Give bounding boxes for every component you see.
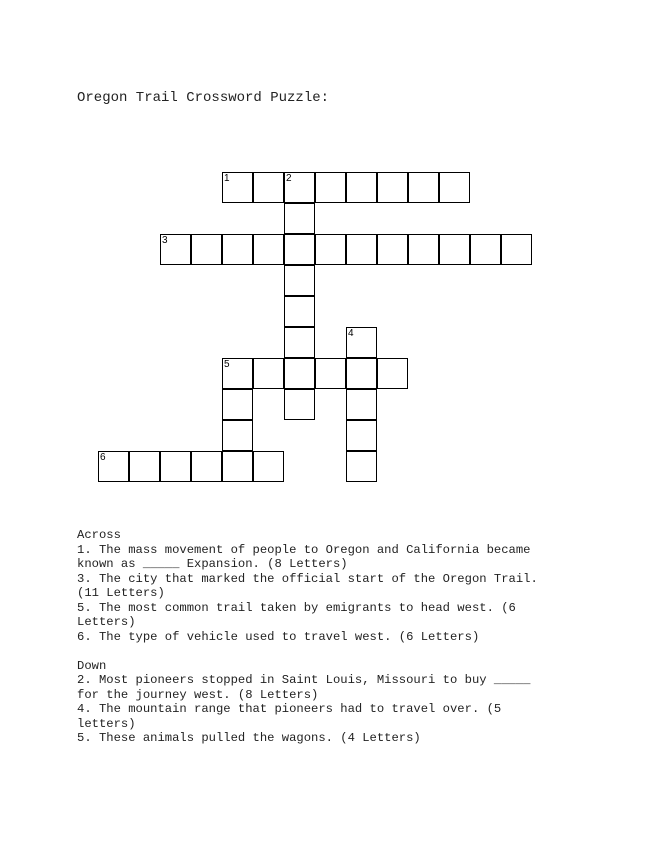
across-clue-line: 3. The city that marked the official start of the Oregon Trail. — [77, 571, 538, 586]
across-clue-line: Letters) — [77, 615, 136, 629]
down-heading: Down — [77, 658, 107, 673]
crossword-cell[interactable] — [377, 172, 408, 203]
crossword-cell[interactable] — [160, 234, 191, 265]
crossword-cell[interactable] — [284, 327, 315, 358]
across-clue-line: 5. The most common trail taken by emigrants to head west. (6 — [77, 600, 516, 615]
crossword-cell[interactable] — [284, 172, 315, 203]
clues-section — [77, 528, 577, 746]
crossword-cell[interactable] — [284, 203, 315, 234]
crossword-cell[interactable] — [377, 358, 408, 389]
crossword-cell[interactable] — [315, 358, 346, 389]
down-clue-line: 2. Most pioneers stopped in Saint Louis, Missouri to buy _____ — [77, 673, 531, 687]
down-clue-line: for the journey west. (8 Letters) — [77, 687, 319, 702]
crossword-cell[interactable] — [315, 234, 346, 265]
crossword-cell[interactable] — [346, 451, 377, 482]
crossword-cell[interactable] — [253, 172, 284, 203]
crossword-cell[interactable] — [346, 172, 377, 203]
clue-number: 3 — [162, 235, 168, 246]
crossword-cell[interactable] — [284, 234, 315, 265]
crossword-cell[interactable] — [160, 451, 191, 482]
crossword-cell[interactable] — [222, 358, 253, 389]
crossword-cell[interactable] — [284, 389, 315, 420]
crossword-cell[interactable] — [222, 451, 253, 482]
crossword-cell[interactable] — [315, 172, 346, 203]
crossword-cell[interactable] — [501, 234, 532, 265]
across-heading: Across — [77, 528, 121, 542]
crossword-cell[interactable] — [346, 327, 377, 358]
across-clue-line: 6. The type of vehicle used to travel west. (6 Letters) — [77, 629, 480, 644]
crossword-cell[interactable] — [284, 296, 315, 327]
crossword-cell[interactable] — [222, 420, 253, 451]
crossword-cell[interactable] — [191, 234, 222, 265]
clue-number: 1 — [224, 173, 230, 184]
clue-number: 6 — [100, 452, 106, 463]
crossword-cell[interactable] — [222, 172, 253, 203]
down-clues — [77, 673, 577, 746]
crossword-cell[interactable] — [470, 234, 501, 265]
crossword-cell[interactable] — [222, 234, 253, 265]
crossword-cell[interactable] — [129, 451, 160, 482]
crossword-cell[interactable] — [346, 234, 377, 265]
crossword-cell[interactable] — [439, 234, 470, 265]
crossword-cell[interactable] — [284, 265, 315, 296]
crossword-cell[interactable] — [284, 358, 315, 389]
crossword-cell[interactable] — [222, 389, 253, 420]
crossword-cell[interactable] — [346, 420, 377, 451]
across-clue-line: 1. The mass movement of people to Oregon and California became — [77, 542, 531, 557]
crossword-cell[interactable] — [408, 172, 439, 203]
crossword-cell[interactable] — [253, 451, 284, 482]
crossword-cell[interactable] — [191, 451, 222, 482]
crossword-cell[interactable] — [253, 234, 284, 265]
crossword-cell[interactable] — [253, 358, 284, 389]
crossword-cell[interactable] — [346, 358, 377, 389]
clue-number: 2 — [286, 173, 292, 184]
crossword-cell[interactable] — [98, 451, 129, 482]
crossword-cell[interactable] — [377, 234, 408, 265]
down-clue-line: letters) — [77, 716, 136, 731]
crossword-cell[interactable] — [439, 172, 470, 203]
crossword-cell[interactable] — [408, 234, 439, 265]
across-clue-line: (11 Letters) — [77, 586, 165, 600]
clue-number: 4 — [348, 328, 354, 339]
down-clue-line: 5. These animals pulled the wagons. (4 Letters) — [77, 731, 421, 745]
down-clue-line: 4. The mountain range that pioneers had to travel over. (5 — [77, 702, 502, 716]
clue-number: 5 — [224, 359, 230, 370]
across-clues — [77, 543, 577, 645]
crossword-cell[interactable] — [346, 389, 377, 420]
across-clue-line: known as _____ Expansion. (8 Letters) — [77, 557, 348, 571]
page-title: Oregon Trail Crossword Puzzle: — [77, 90, 330, 106]
